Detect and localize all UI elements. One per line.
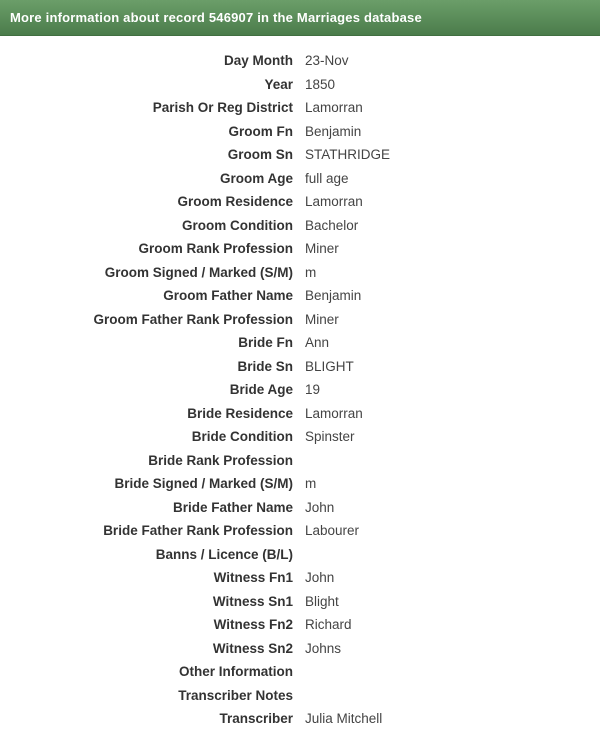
record-row bbox=[0, 190, 600, 214]
record-row bbox=[0, 214, 600, 238]
record-row bbox=[0, 613, 600, 637]
field-value: Blight bbox=[305, 593, 339, 609]
field-label: Groom Rank Profession bbox=[138, 241, 293, 256]
field-label: Groom Father Rank Profession bbox=[93, 311, 293, 327]
field-label: Bride Signed / Marked (S/M) bbox=[114, 476, 293, 491]
record-row bbox=[0, 496, 600, 520]
field-label: Witness Fn2 bbox=[213, 617, 293, 632]
field-label: Day Month bbox=[224, 53, 293, 68]
record-row bbox=[0, 472, 600, 496]
record-row bbox=[0, 120, 600, 144]
field-label: Transcriber bbox=[219, 711, 293, 726]
record-row bbox=[0, 378, 600, 402]
field-value: Ann bbox=[305, 335, 330, 350]
record-row bbox=[0, 96, 600, 120]
field-value: John bbox=[305, 570, 335, 585]
field-value: Spinster bbox=[305, 429, 355, 444]
field-label: Bride Age bbox=[229, 382, 293, 397]
field-value: full age bbox=[305, 170, 349, 186]
field-value: m bbox=[305, 476, 317, 491]
field-value: Miner bbox=[305, 241, 339, 256]
field-label: Bride Condition bbox=[191, 429, 293, 444]
field-value: Richard bbox=[305, 617, 352, 632]
field-label: Bride Sn bbox=[237, 358, 293, 374]
record-row bbox=[0, 543, 600, 567]
field-label: Bride Father Rank Profession bbox=[103, 523, 293, 538]
field-label: Groom Condition bbox=[182, 217, 293, 233]
field-label: Other Information bbox=[179, 664, 293, 679]
field-label: Bride Rank Profession bbox=[148, 452, 293, 468]
field-label: Bride Fn bbox=[238, 335, 293, 350]
field-value: 19 bbox=[305, 382, 321, 397]
record-row bbox=[0, 566, 600, 590]
field-value: Labourer bbox=[305, 523, 360, 538]
record-row bbox=[0, 684, 600, 708]
field-label: Groom Sn bbox=[227, 147, 293, 162]
field-value: John bbox=[305, 499, 335, 515]
record-row bbox=[0, 355, 600, 379]
record-row bbox=[0, 660, 600, 684]
field-value: Benjamin bbox=[305, 123, 362, 139]
field-value: Bachelor bbox=[305, 217, 359, 233]
field-value: Miner bbox=[305, 311, 339, 327]
field-label: Witness Sn2 bbox=[212, 640, 293, 656]
field-label: Groom Residence bbox=[177, 194, 293, 209]
field-value: 23-Nov bbox=[305, 53, 349, 68]
field-label: Year bbox=[264, 76, 293, 92]
record-row bbox=[0, 707, 600, 731]
record-row bbox=[0, 402, 600, 426]
record-row bbox=[0, 331, 600, 355]
record-row bbox=[0, 308, 600, 332]
page-header bbox=[0, 0, 600, 36]
field-label: Groom Fn bbox=[228, 123, 293, 139]
record-row bbox=[0, 73, 600, 97]
field-value: Benjamin bbox=[305, 288, 362, 303]
field-label: Groom Father Name bbox=[163, 288, 293, 303]
record-table bbox=[0, 49, 600, 731]
field-value: Lamorran bbox=[305, 405, 363, 421]
record-row bbox=[0, 167, 600, 191]
field-value: 1850 bbox=[305, 76, 336, 92]
field-value: STATHRIDGE bbox=[305, 147, 391, 162]
field-value: m bbox=[305, 264, 317, 280]
field-label: Bride Father Name bbox=[172, 499, 293, 515]
record-row bbox=[0, 590, 600, 614]
field-value: BLIGHT bbox=[305, 358, 354, 374]
field-label: Witness Fn1 bbox=[213, 570, 293, 585]
record-row bbox=[0, 237, 600, 261]
field-value: Johns bbox=[305, 640, 342, 656]
field-label: Parish Or Reg District bbox=[152, 100, 293, 115]
field-value: Lamorran bbox=[305, 194, 363, 209]
record-row bbox=[0, 261, 600, 285]
record-row bbox=[0, 425, 600, 449]
record-row bbox=[0, 449, 600, 473]
field-value: Julia Mitchell bbox=[305, 711, 383, 726]
record-row bbox=[0, 49, 600, 73]
field-label: Groom Signed / Marked (S/M) bbox=[104, 264, 293, 280]
field-label: Bride Residence bbox=[187, 405, 293, 421]
field-label: Witness Sn1 bbox=[212, 593, 293, 609]
record-row bbox=[0, 284, 600, 308]
page-title: More information about record 546907 in the Marriages database bbox=[10, 10, 422, 25]
field-label: Transcriber Notes bbox=[178, 687, 293, 703]
record-row bbox=[0, 143, 600, 167]
record-row bbox=[0, 519, 600, 543]
field-label: Banns / Licence (B/L) bbox=[155, 546, 293, 562]
field-value: Lamorran bbox=[305, 100, 363, 115]
field-label: Groom Age bbox=[219, 170, 293, 186]
record-row bbox=[0, 637, 600, 661]
